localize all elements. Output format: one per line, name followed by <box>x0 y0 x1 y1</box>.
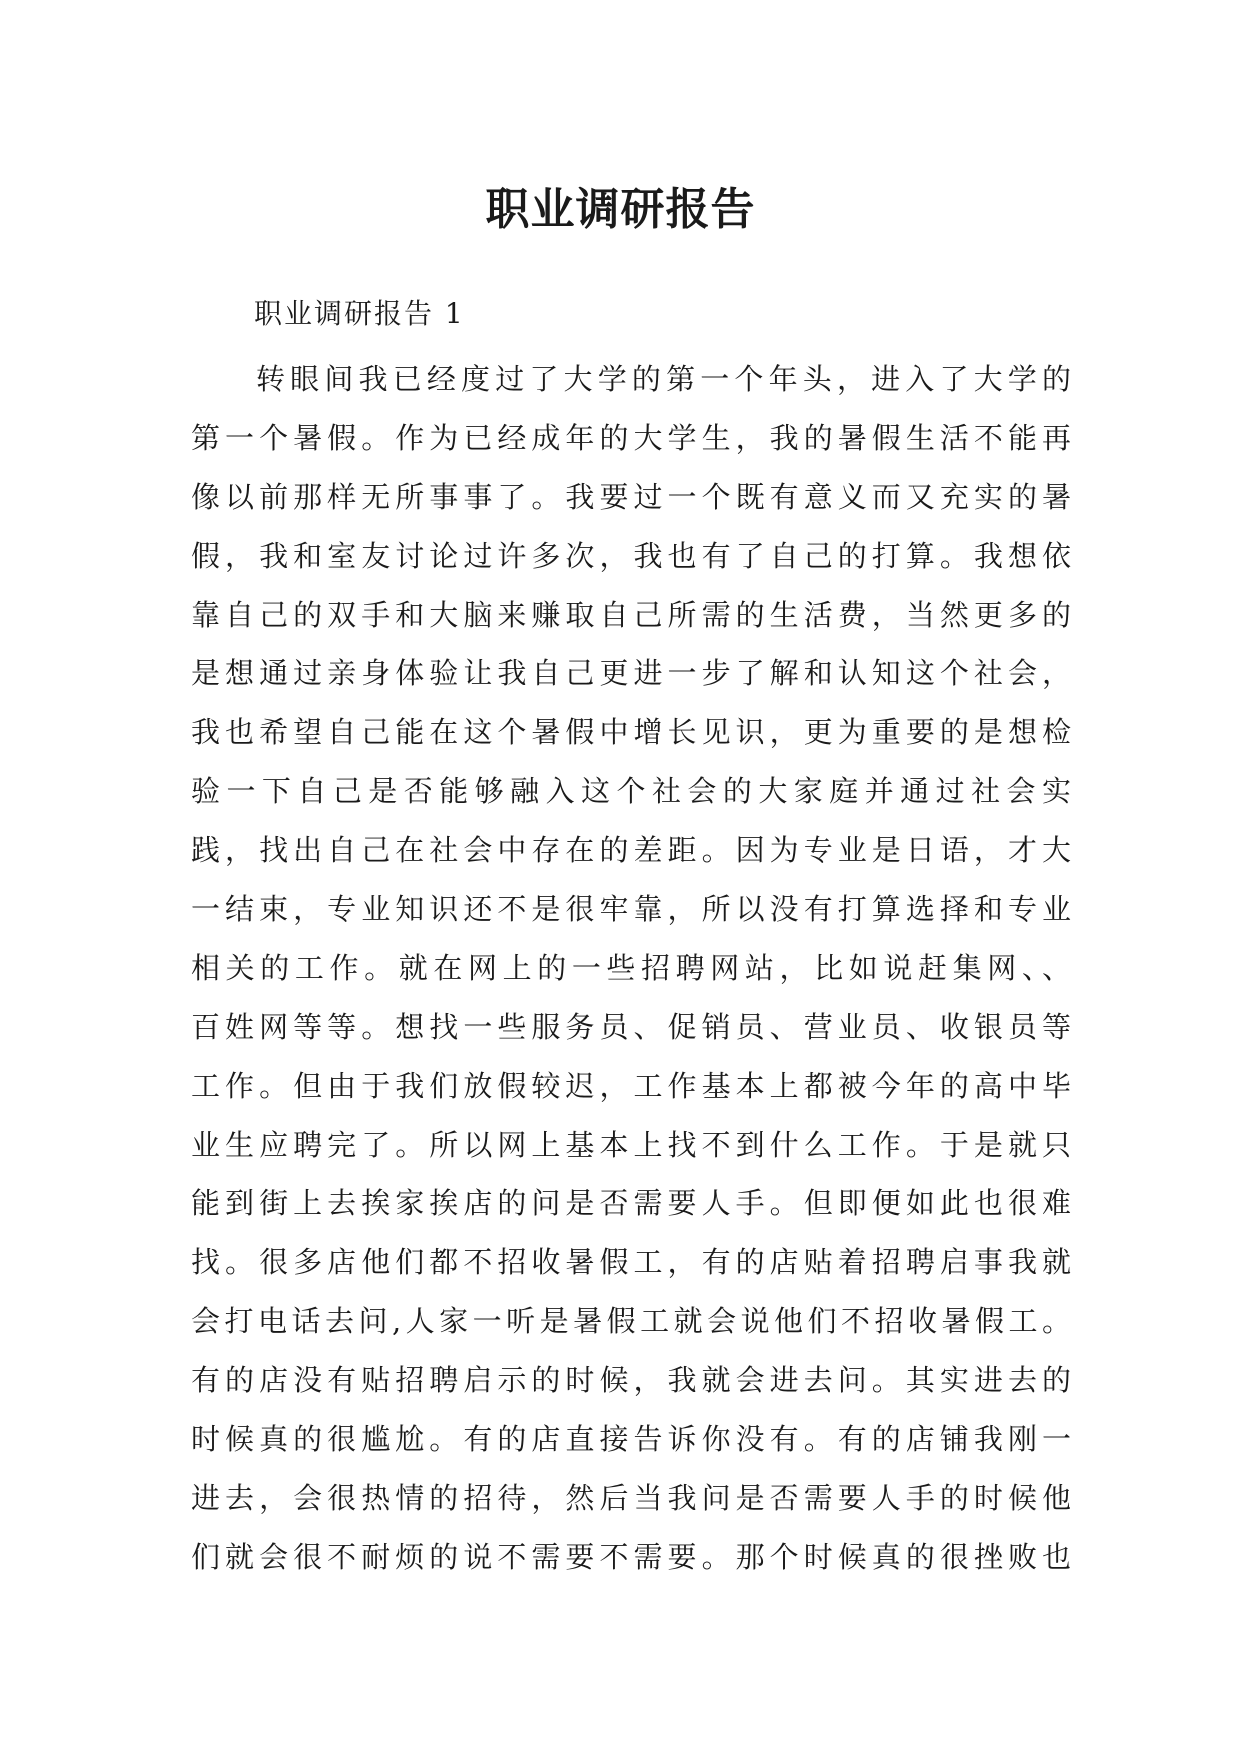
body-line: 相关的工作。就在网上的一些招聘网站，比如说赶集网、、 <box>191 950 1071 985</box>
body-line: 我也希望自己能在这个暑假中增长见识，更为重要的是想检 <box>191 715 1071 750</box>
body-line: 进去，会很热情的招待，然后当我问是否需要人手的时候他 <box>191 1480 1071 1515</box>
body-line: 百姓网等等。想找一些服务员、促销员、营业员、收银员等 <box>191 1009 1071 1044</box>
body-line: 靠自己的双手和大脑来赚取自己所需的生活费，当然更多的 <box>191 597 1071 632</box>
body-paragraph <box>191 350 1071 1587</box>
body-line: 时候真的很尴尬。有的店直接告诉你没有。有的店铺我刚一 <box>191 1422 1071 1457</box>
body-line: 一结束，专业知识还不是很牢靠，所以没有打算选择和专业 <box>191 892 1071 927</box>
body-line: 找。很多店他们都不招收暑假工，有的店贴着招聘启事我就 <box>191 1245 1071 1280</box>
body-line: 验一下自己是否能够融入这个社会的大家庭并通过社会实 <box>191 774 1071 809</box>
body-line: 业生应聘完了。所以网上基本上找不到什么工作。于是就只 <box>191 1127 1071 1162</box>
body-line: 像以前那样无所事事了。我要过一个既有意义而又充实的暑 <box>191 479 1071 514</box>
body-line: 是想通过亲身体验让我自己更进一步了解和认知这个社会， <box>191 656 1071 691</box>
body-line: 能到街上去挨家挨店的问是否需要人手。但即便如此也很难 <box>191 1186 1071 1221</box>
body-line: 第一个暑假。作为已经成年的大学生，我的暑假生活不能再 <box>191 420 1071 455</box>
body-line: 假，我和室友讨论过许多次，我也有了自己的打算。我想依 <box>191 538 1071 573</box>
body-line: 践，找出自己在社会中存在的差距。因为专业是日语，才大 <box>191 833 1071 868</box>
body-line: 有的店没有贴招聘启示的时候，我就会进去问。其实进去的 <box>191 1363 1071 1398</box>
body-line: 会打电话去问,人家一听是暑假工就会说他们不招收暑假工。 <box>191 1304 1071 1339</box>
body-line: 工作。但由于我们放假较迟，工作基本上都被今年的高中毕 <box>191 1068 1071 1103</box>
document-title: 职业调研报告 <box>485 184 756 236</box>
section-heading: 职业调研报告 1 <box>254 297 465 330</box>
body-line: 们就会很不耐烦的说不需要不需要。那个时候真的很挫败也 <box>191 1539 1071 1574</box>
body-line: 转眼间我已经度过了大学的第一个年头，进入了大学的 <box>256 362 1071 396</box>
